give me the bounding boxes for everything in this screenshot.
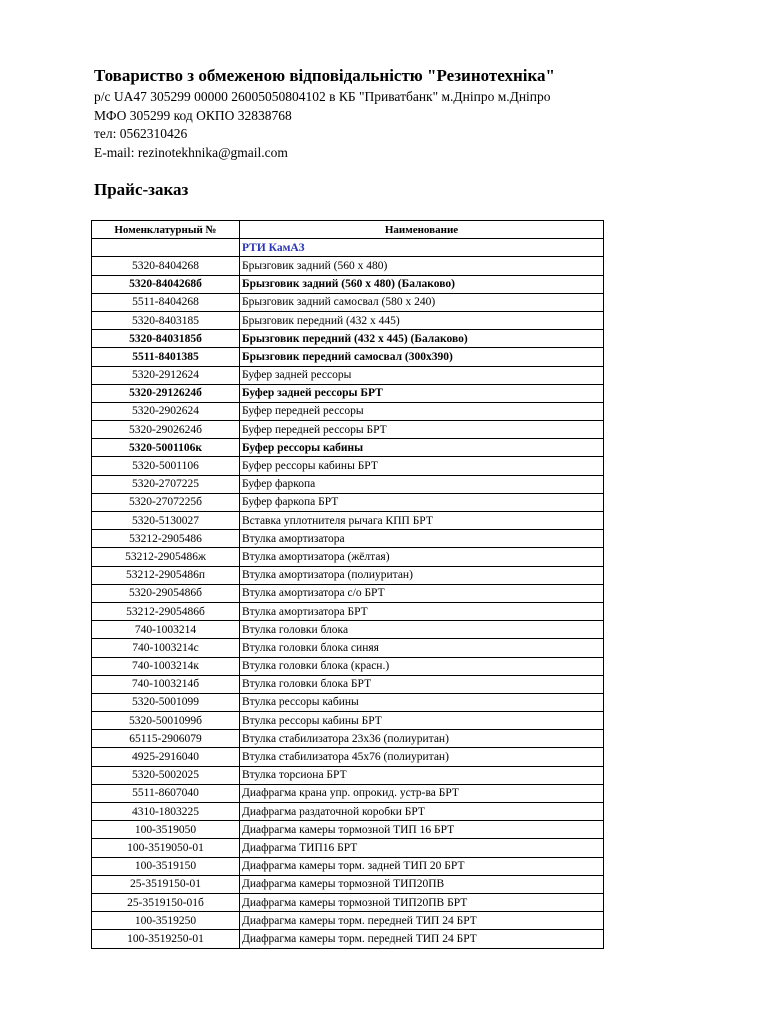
item-name: Буфер рессоры кабины (240, 439, 604, 457)
item-code: 100-3519250 (92, 912, 240, 930)
table-row (92, 457, 604, 475)
item-name: Втулка стабилизатора 45х76 (полиуритан) (240, 748, 604, 766)
table-row (92, 803, 604, 821)
item-code: 5320-5001099 (92, 693, 240, 711)
item-code: 65115-2906079 (92, 730, 240, 748)
table-row (92, 275, 604, 293)
item-name: Вставка уплотнителя рычага КПП БРТ (240, 512, 604, 530)
table-row (92, 675, 604, 693)
table-row (92, 693, 604, 711)
item-name: Втулка амортизатора (240, 530, 604, 548)
item-code: 5320-2905486б (92, 584, 240, 602)
table-row (92, 839, 604, 857)
item-code: 100-3519150 (92, 857, 240, 875)
item-code: 100-3519050 (92, 821, 240, 839)
item-code: 25-3519150-01 (92, 875, 240, 893)
item-code: 5320-2707225б (92, 493, 240, 511)
item-name: Втулка головки блока БРТ (240, 675, 604, 693)
item-name: Брызговик передний (432 х 445) (Балаково) (240, 330, 604, 348)
item-name: Втулка рессоры кабины БРТ (240, 712, 604, 730)
item-code: 53212-2905486б (92, 602, 240, 620)
item-name: Втулка амортизатора (жёлтая) (240, 548, 604, 566)
item-code: 5320-8404268 (92, 257, 240, 275)
table-row (92, 875, 604, 893)
item-name: Брызговик передний (432 х 445) (240, 311, 604, 329)
item-name: Втулка амортизатора БРТ (240, 602, 604, 620)
table-row (92, 257, 604, 275)
item-name: Буфер фаркопа БРТ (240, 493, 604, 511)
table-row (92, 493, 604, 511)
table-row (92, 475, 604, 493)
table-header-row (92, 221, 604, 239)
section-spacer (92, 239, 240, 257)
item-name: Диафрагма ТИП16 БРТ (240, 839, 604, 857)
item-code: 5320-2707225 (92, 475, 240, 493)
table-row (92, 402, 604, 420)
table-row (92, 366, 604, 384)
item-name: Буфер задней рессоры БРТ (240, 384, 604, 402)
item-name: Втулка головки блока (красн.) (240, 657, 604, 675)
mfo-code: МФО 305299 код ОКПО 32838768 (94, 107, 292, 123)
item-name: Диафрагма раздаточной коробки БРТ (240, 803, 604, 821)
item-code: 4310-1803225 (92, 803, 240, 821)
item-name: Буфер фаркопа (240, 475, 604, 493)
item-name: Диафрагма камеры торм. передней ТИП 24 БРТ (240, 930, 604, 948)
bank-account: р/с UA47 305299 00000 26005050804102 в КБ "Приватбанк" м.Дніпро м.Дніпро (94, 89, 551, 104)
item-name: Диафрагма крана упр. опрокид. устр-ва БРТ (240, 784, 604, 802)
item-name: Буфер рессоры кабины БРТ (240, 457, 604, 475)
item-name: Буфер задней рессоры (240, 366, 604, 384)
item-name: Буфер передней рессоры (240, 402, 604, 420)
table-row (92, 712, 604, 730)
item-name: Диафрагма камеры тормозной ТИП 16 БРТ (240, 821, 604, 839)
table-row (92, 548, 604, 566)
price-table (91, 220, 604, 949)
item-code: 5320-8403185б (92, 330, 240, 348)
item-code: 53212-2905486ж (92, 548, 240, 566)
item-code: 740-1003214 (92, 621, 240, 639)
table-row (92, 821, 604, 839)
item-code: 100-3519050-01 (92, 839, 240, 857)
item-name: Втулка амортизатора с/о БРТ (240, 584, 604, 602)
item-code: 25-3519150-01б (92, 893, 240, 911)
item-code: 5320-2902624 (92, 402, 240, 420)
item-name: Втулка торсиона БРТ (240, 766, 604, 784)
item-code: 100-3519250-01 (92, 930, 240, 948)
item-name: Брызговик задний самосвал (580 х 240) (240, 293, 604, 311)
item-name: Брызговик задний (560 х 480) (Балаково) (240, 275, 604, 293)
company-name: Товариство з обмеженою відповідальністю "Резинотехніка" (94, 66, 555, 85)
item-code: 5320-5001099б (92, 712, 240, 730)
item-code: 5511-8401385 (92, 348, 240, 366)
table-row (92, 857, 604, 875)
table-row (92, 657, 604, 675)
table-row (92, 348, 604, 366)
item-code: 5511-8404268 (92, 293, 240, 311)
item-code: 5320-5001106 (92, 457, 240, 475)
item-name: Втулка головки блока синяя (240, 639, 604, 657)
table-row (92, 893, 604, 911)
item-name: Втулка амортизатора (полиуритан) (240, 566, 604, 584)
item-code: 53212-2905486п (92, 566, 240, 584)
table-row (92, 912, 604, 930)
table-row (92, 584, 604, 602)
item-code: 5511-8607040 (92, 784, 240, 802)
column-header-name: Наименование (240, 221, 604, 239)
item-name: Буфер передней рессоры БРТ (240, 421, 604, 439)
item-name: Втулка стабилизатора 23х36 (полиуритан) (240, 730, 604, 748)
table-row (92, 730, 604, 748)
table-row (92, 639, 604, 657)
item-code: 5320-8404268б (92, 275, 240, 293)
item-name: Диафрагма камеры торм. передней ТИП 24 БРТ (240, 912, 604, 930)
item-name: Брызговик задний (560 х 480) (240, 257, 604, 275)
phone: тел: 0562310426 (94, 126, 188, 141)
table-row (92, 293, 604, 311)
table-row (92, 311, 604, 329)
table-row (92, 602, 604, 620)
item-code: 5320-2912624б (92, 384, 240, 402)
item-name: Диафрагма камеры тормозной ТИП20ПВ БРТ (240, 893, 604, 911)
item-name: Диафрагма камеры тормозной ТИП20ПВ (240, 875, 604, 893)
email: E-mail: rezinotekhnika@gmail.com (94, 144, 288, 160)
item-code: 740-1003214к (92, 657, 240, 675)
column-header-code: Номенклатурный № (92, 221, 240, 239)
item-code: 53212-2905486 (92, 530, 240, 548)
table-row (92, 748, 604, 766)
item-code: 5320-5001106к (92, 439, 240, 457)
table-row (92, 566, 604, 584)
table-row (92, 930, 604, 948)
section-title: РТИ КамАЗ (240, 239, 604, 257)
table-row (92, 439, 604, 457)
table-row (92, 621, 604, 639)
table-row (92, 384, 604, 402)
item-code: 5320-5130027 (92, 512, 240, 530)
item-code: 740-1003214с (92, 639, 240, 657)
table-row (92, 512, 604, 530)
item-code: 740-1003214б (92, 675, 240, 693)
document-title: Прайс-заказ (94, 180, 189, 199)
company-header (94, 66, 694, 162)
item-name: Брызговик передний самосвал (300х390) (240, 348, 604, 366)
table-row (92, 330, 604, 348)
item-name: Диафрагма камеры торм. задней ТИП 20 БРТ (240, 857, 604, 875)
section-row (92, 239, 604, 257)
item-code: 5320-2902624б (92, 421, 240, 439)
item-name: Втулка рессоры кабины (240, 693, 604, 711)
item-code: 5320-2912624 (92, 366, 240, 384)
table-row (92, 784, 604, 802)
item-code: 5320-8403185 (92, 311, 240, 329)
item-name: Втулка головки блока (240, 621, 604, 639)
table-row (92, 766, 604, 784)
table-row (92, 421, 604, 439)
item-code: 5320-5002025 (92, 766, 240, 784)
item-code: 4925-2916040 (92, 748, 240, 766)
table-row (92, 530, 604, 548)
